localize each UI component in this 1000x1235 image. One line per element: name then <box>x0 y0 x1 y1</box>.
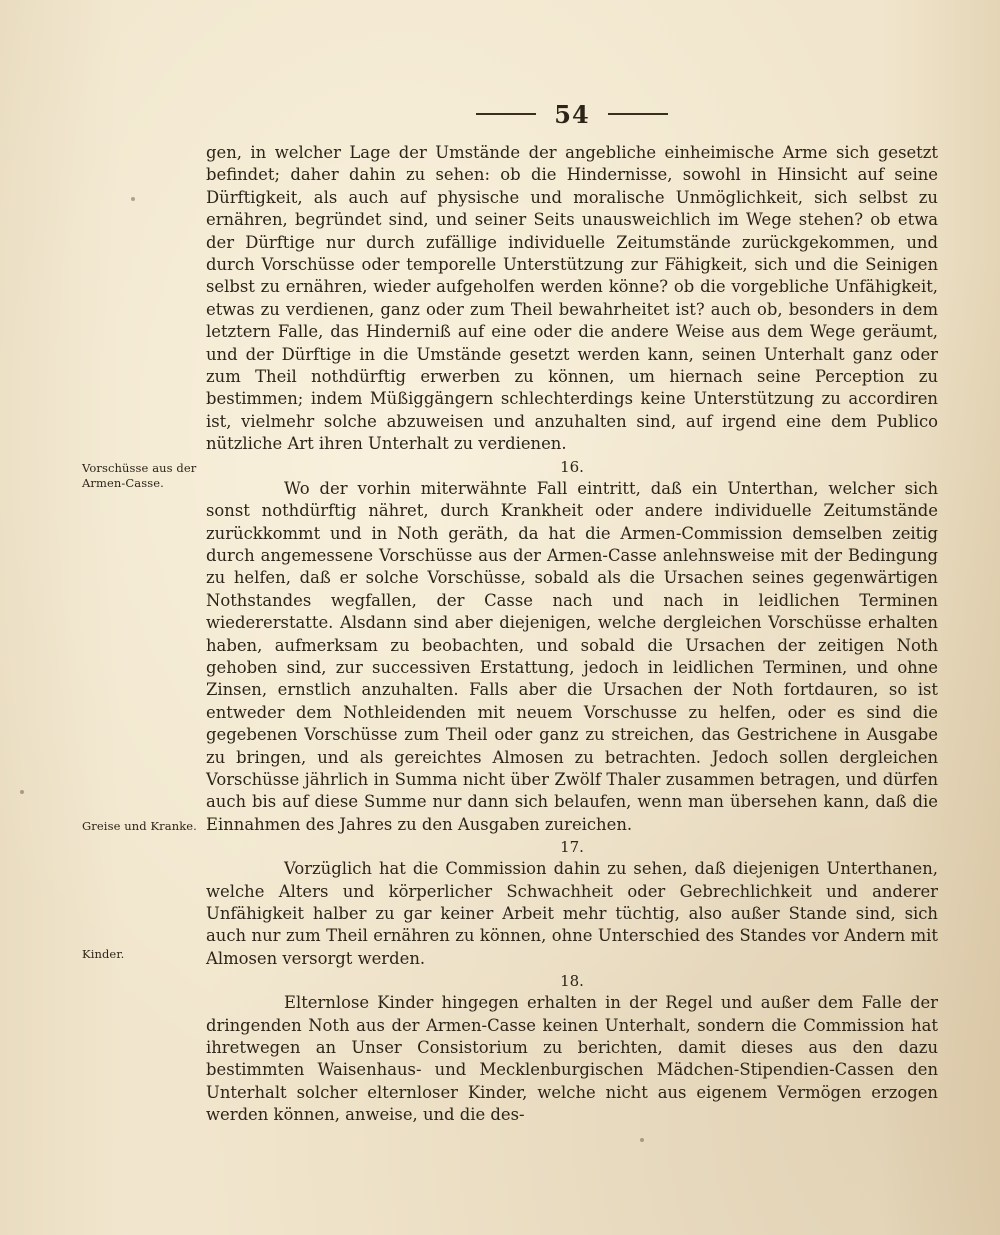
paragraph-section-17: Vorzüglich hat die Commission dahin zu sehen, daß diejenigen Unterthanen, welche Alters und körperlicher Schwachheit oder Gebrechlichkeit und anderer Unfähigkeit halber zu gar keiner Arbeit mehr tüchtig, also außer Stande sind, sich auch nur zum Theil ernähren zu können, ohne Unterschied des Standes vor Andern mit Almosen versorgt werden. <box>206 859 938 968</box>
body-text <box>206 142 938 1127</box>
page-number: 54 <box>554 99 590 129</box>
section-number-17: 17. <box>560 838 584 857</box>
paragraph-continuation: gen, in welcher Lage der Umstände der angebliche einheimische Arme sich gesetzt befindet; daher dahin zu sehen: ob die Hindernisse, sowohl in Hinsicht auf seine Dürftigkeit, als auch auf physische und moralische Unmöglichkeit, sich selbst zu ernähren, begründet sind, und seiner Seits unausweichlich im Wege stehen? ob etwa der Dürftige nur durch zufällige individuelle Zeitumstände zurückgekommen, und durch Vorschüsse oder temporelle Unterstützung zur Fähigkeit, sich und die Seinigen selbst zu ernähren, wieder aufgeholfen werden könne? ob die vorgebliche Unfähigkeit, etwas zu verdienen, ganz oder zum Theil bewahrheitet ist? auch ob, besonders in dem letztern Falle, das Hinderniß auf eine oder die andere Weise aus dem Wege geräumt, und der Dürftige in die Umstände gesetzt werden kann, seinen Unterhalt ganz oder zum Theil nothdürftig erwerben zu können, um hiernach seine Perception zu bestimmen; indem Müßiggängern schlechterdings keine Unterstützung zu accordiren ist, vielmehr solche abzuweisen und anzuhalten sind, auf irgend eine dem Publico nützliche Art ihren Unterhalt zu verdienen. <box>206 143 938 454</box>
marginal-note-elderly-sick: Greise und Kranke. <box>82 819 197 833</box>
header-rule-left <box>476 113 536 115</box>
paragraph-section-16: Wo der vorhin miterwähnte Fall eintritt, daß ein Unterthan, welcher sich sonst nothdürftig nähret, durch Krankheit oder andere individuelle Zeitumstände zurückkommt und in Noth geräth, da hat die Armen-Commission demselben zeitig durch angemessene Vorschüsse aus der Armen-Casse anlehnsweise mit der Bedingung zu helfen, daß er solche Vorschüsse, sobald als die Ursachen seines gegenwärtigen Nothstandes wegfallen, der Casse nach und nach in leidlichen Terminen wiedererstatte. Alsdann sind aber diejenigen, welche dergleichen Vorschüsse erhalten haben, aufmerksam zu beobachten, und sobald die Ursachen der zeitigen Noth gehoben sind, zur successiven Erstattung, jedoch in leidlichen Terminen, und ohne Zinsen, ernstlich anzuhalten. Falls aber die Ursachen der Noth fortdauren, so ist entweder dem Nothleidenden mit neuem Vorschusse zu helfen, oder es sind die gegebenen Vorschüsse zum Theil oder ganz zu streichen, das Gestrichene in Ausgabe zu bringen, und als gereichtes Almosen zu betrachten. Jedoch sollen dergleichen Vorschüsse jährlich in Summa nicht über Zwölf Thaler zusammen betragen, und dürfen auch bis auf diese Summe nur dann sich belaufen, wenn man übersehen kann, daß die Einnahmen des Jahres zu den Ausgaben zureichen. <box>206 478 938 834</box>
paper-speck <box>640 1138 644 1142</box>
section-number-18: 18. <box>560 972 584 991</box>
paper-speck <box>131 197 135 201</box>
marginal-note-advances: Vorschüsse aus der Armen-Casse. <box>82 461 197 490</box>
paragraph-section-18: Elternlose Kinder hingegen erhalten in der Regel und außer dem Falle der dringenden Noth aus der Armen-Casse keinen Unterhalt, sondern die Commission hat ihretwegen an Unser Consistorium zu berichten, damit dieses aus den dazu bestimmten Waisenhaus- und Mecklenburgischen Mädchen-Stipendien-Cassen den Unterhalt solcher elternloser Kinder, welche nicht aus eigenem Vermögen erzogen werden können, anweise, und die des- <box>206 993 938 1125</box>
page-header <box>452 96 692 132</box>
section-number-16: 16. <box>560 457 584 476</box>
paper-speck <box>20 790 24 794</box>
marginal-note-children: Kinder. <box>82 947 125 961</box>
header-rule-right <box>608 113 668 115</box>
